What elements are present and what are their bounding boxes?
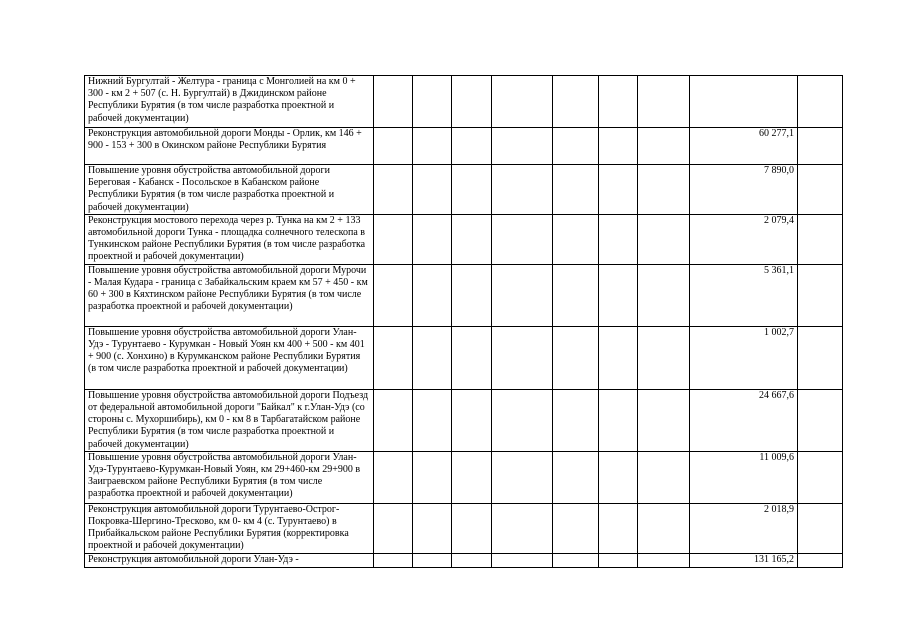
amount-cell: 60 277,1 [690, 128, 798, 165]
empty-cell [599, 128, 638, 165]
empty-cell [798, 451, 843, 503]
empty-cell [452, 214, 492, 264]
empty-cell [492, 165, 553, 215]
empty-cell [452, 76, 492, 128]
empty-cell [599, 326, 638, 389]
table-row [85, 165, 843, 215]
table-row [85, 451, 843, 503]
empty-cell [553, 165, 599, 215]
amount-cell: 2 079,4 [690, 214, 798, 264]
empty-cell [413, 76, 452, 128]
project-description-cell: Повышение уровня обустройства автомобильной дороги Мурочи - Малая Кудара - граница с Забайкальским краем км 57 + 450 - км 60 + 300 в Кяхтинском районе Республики Бурятия (в том числе разработка проектной и рабочей документации) [85, 264, 374, 326]
empty-cell [798, 214, 843, 264]
empty-cell [553, 76, 599, 128]
empty-cell [638, 326, 690, 389]
table-row [85, 503, 843, 553]
empty-cell [553, 389, 599, 451]
empty-cell [413, 326, 452, 389]
budget-table [84, 75, 843, 568]
empty-cell [553, 264, 599, 326]
empty-cell [798, 326, 843, 389]
empty-cell [553, 326, 599, 389]
empty-cell [374, 264, 413, 326]
empty-cell [638, 214, 690, 264]
empty-cell [413, 553, 452, 567]
amount-cell: 2 018,9 [690, 503, 798, 553]
empty-cell [492, 503, 553, 553]
empty-cell [638, 165, 690, 215]
empty-cell [452, 451, 492, 503]
empty-cell [374, 326, 413, 389]
empty-cell [413, 214, 452, 264]
empty-cell [374, 389, 413, 451]
empty-cell [798, 165, 843, 215]
empty-cell [798, 503, 843, 553]
amount-cell: 7 890,0 [690, 165, 798, 215]
amount-cell: 24 667,6 [690, 389, 798, 451]
empty-cell [638, 128, 690, 165]
empty-cell [413, 264, 452, 326]
empty-cell [798, 264, 843, 326]
empty-cell [413, 503, 452, 553]
empty-cell [452, 389, 492, 451]
empty-cell [374, 214, 413, 264]
empty-cell [492, 264, 553, 326]
empty-cell [452, 165, 492, 215]
table-row [85, 128, 843, 165]
table-row [85, 389, 843, 451]
empty-cell [413, 128, 452, 165]
empty-cell [452, 553, 492, 567]
empty-cell [492, 128, 553, 165]
empty-cell [599, 553, 638, 567]
project-description-cell: Реконструкция автомобильной дороги Турунтаево-Острог-Покровка-Шергино-Тресково, км 0- км 4 (с. Турунтаево) в Прибайкальском районе Республики Бурятия (корректировка проектной и рабочей документации) [85, 503, 374, 553]
empty-cell [553, 214, 599, 264]
amount-cell: 1 002,7 [690, 326, 798, 389]
project-description-cell: Нижний Бургултай - Желтура - граница с Монголией на км 0 + 300 - км 2 + 507 (с. Н. Бургултай) в Джидинском районе Республики Бурятия (в том числе разработка проектной и рабочей документации) [85, 76, 374, 128]
project-description-cell: Повышение уровня обустройства автомобильной дороги Подъезд от федеральной автомобильной дороги "Байкал" к г.Улан-Удэ (со стороны с. Мухоршибирь), км 0 - км 8 в Тарбагатайском районе Республики Бурятия (в том числе разработка проектной и рабочей документации) [85, 389, 374, 451]
empty-cell [553, 128, 599, 165]
empty-cell [413, 165, 452, 215]
empty-cell [413, 451, 452, 503]
empty-cell [638, 451, 690, 503]
empty-cell [553, 503, 599, 553]
project-description-cell: Реконструкция автомобильной дороги Улан-Удэ - [85, 553, 374, 567]
empty-cell [553, 553, 599, 567]
empty-cell [599, 451, 638, 503]
empty-cell [492, 553, 553, 567]
table-row [85, 76, 843, 128]
amount-cell: 11 009,6 [690, 451, 798, 503]
empty-cell [599, 76, 638, 128]
empty-cell [374, 128, 413, 165]
project-description-cell: Реконструкция мостового перехода через р. Тунка на км 2 + 133 автомобильной дороги Тунка - площадка солнечного телескопа в Тункинском районе Республики Бурятия (в том числе разработка проектной и рабочей документации) [85, 214, 374, 264]
empty-cell [599, 165, 638, 215]
empty-cell [492, 451, 553, 503]
empty-cell [798, 76, 843, 128]
table-row [85, 326, 843, 389]
table-row [85, 553, 843, 567]
empty-cell [599, 214, 638, 264]
project-description-cell: Повышение уровня обустройства автомобильной дороги Улан-Удэ - Турунтаево - Курумкан - Новый Уоян км 400 + 500 - км 401 + 900 (с. Хонхино) в Курумканском районе Республики Бурятия (в том числе разработка проектной и рабочей документации) [85, 326, 374, 389]
empty-cell [374, 503, 413, 553]
table-row [85, 264, 843, 326]
empty-cell [452, 128, 492, 165]
empty-cell [798, 128, 843, 165]
empty-cell [492, 76, 553, 128]
empty-cell [452, 264, 492, 326]
amount-cell [690, 76, 798, 128]
empty-cell [599, 389, 638, 451]
amount-cell: 5 361,1 [690, 264, 798, 326]
project-description-cell: Реконструкция автомобильной дороги Монды - Орлик, км 146 + 900 - 153 + 300 в Окинском районе Республики Бурятия [85, 128, 374, 165]
empty-cell [452, 326, 492, 389]
empty-cell [374, 76, 413, 128]
empty-cell [638, 76, 690, 128]
empty-cell [553, 451, 599, 503]
empty-cell [452, 503, 492, 553]
project-description-cell: Повышение уровня обустройства автомобильной дороги Улан-Удэ-Турунтаево-Курумкан-Новый Уоян, км 29+460-км 29+900 в Заиграевском районе Республики Бурятия (в том числе разработка проектной и рабочей документации) [85, 451, 374, 503]
amount-cell: 131 165,2 [690, 553, 798, 567]
empty-cell [492, 326, 553, 389]
project-description-cell: Повышение уровня обустройства автомобильной дороги Береговая - Кабанск - Посольское в Кабанском районе Республики Бурятия (в том числе разработка проектной и рабочей документации) [85, 165, 374, 215]
table-row [85, 214, 843, 264]
empty-cell [413, 389, 452, 451]
empty-cell [374, 553, 413, 567]
empty-cell [638, 389, 690, 451]
empty-cell [374, 451, 413, 503]
empty-cell [638, 503, 690, 553]
empty-cell [492, 389, 553, 451]
empty-cell [638, 553, 690, 567]
empty-cell [638, 264, 690, 326]
empty-cell [492, 214, 553, 264]
empty-cell [599, 503, 638, 553]
empty-cell [798, 553, 843, 567]
empty-cell [374, 165, 413, 215]
empty-cell [798, 389, 843, 451]
empty-cell [599, 264, 638, 326]
